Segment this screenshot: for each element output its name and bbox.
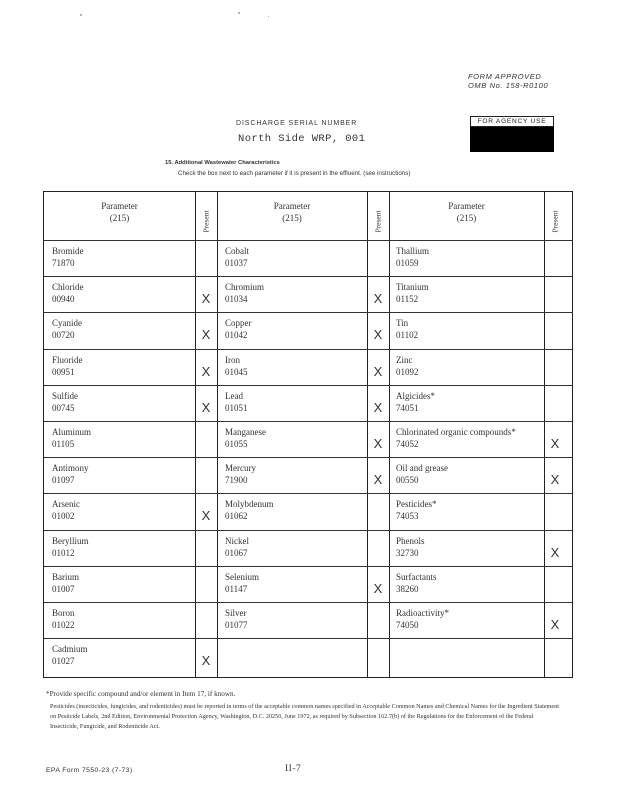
present-checkbox[interactable]: X — [201, 653, 211, 669]
agency-use-box — [470, 116, 554, 150]
parameter-code: 01092 — [396, 366, 419, 377]
parameter-code: 01045 — [225, 366, 248, 377]
parameter-name: Silver — [225, 608, 247, 618]
row-divider — [44, 457, 217, 458]
present-header: Present — [550, 209, 560, 233]
omb-number: OMB No. 158-R0100 — [468, 81, 549, 90]
parameter-code: 01037 — [225, 258, 248, 268]
parameter-name: Pesticides* — [396, 499, 437, 510]
parameter-name: Boron — [52, 608, 75, 618]
parameter-code: 74050 — [396, 620, 419, 630]
row-divider — [44, 602, 217, 603]
parameter-code: 01067 — [225, 547, 248, 558]
form-approved-stamp — [468, 72, 588, 90]
present-checkbox[interactable]: X — [373, 291, 383, 307]
parameter-code: 01077 — [225, 620, 248, 630]
row-divider — [388, 421, 573, 422]
code-header: (215) — [456, 213, 477, 223]
parameter-name: Copper — [225, 318, 252, 329]
agency-use-label: FOR AGENCY USE — [470, 116, 554, 127]
parameter-code: 01105 — [52, 439, 75, 449]
footnote: *Provide specific compound and/or element in Item 17, if known. — [46, 690, 236, 698]
row-divider — [44, 349, 217, 350]
parameter-name: Algicides* — [396, 390, 435, 401]
row-divider — [44, 312, 217, 313]
parameter-code: 01152 — [396, 294, 419, 305]
row-divider — [44, 530, 217, 531]
parameter-code: 74052 — [396, 439, 419, 449]
row-divider — [388, 276, 573, 277]
present-checkbox[interactable]: X — [550, 617, 560, 632]
present-checkbox[interactable]: X — [201, 363, 211, 379]
row-divider — [44, 638, 217, 639]
present-checkbox[interactable]: X — [373, 327, 383, 343]
parameter-name: Nickel — [225, 535, 249, 546]
parameter-code: 01097 — [52, 475, 75, 486]
parameter-name: Chlorinated organic compounds* — [396, 427, 516, 437]
parameter-code: 01012 — [52, 547, 75, 558]
parameter-header: Parameter — [448, 201, 485, 211]
row-divider — [388, 457, 573, 458]
parameter-code: 01027 — [52, 656, 75, 667]
present-checkbox[interactable]: X — [373, 580, 383, 596]
form-approved-text: FORM APPROVED — [468, 72, 542, 81]
parameter-name: Chloride — [52, 282, 84, 293]
present-checkbox[interactable]: X — [550, 436, 560, 451]
present-checkbox[interactable]: X — [373, 436, 383, 451]
row-divider — [217, 566, 389, 567]
present-checkbox[interactable]: X — [201, 291, 211, 307]
present-checkbox[interactable]: X — [550, 544, 560, 560]
scan-speck — [238, 12, 240, 14]
parameter-name: Tin — [396, 318, 409, 329]
parameter-name: Phenols — [396, 535, 425, 546]
parameter-code: 74053 — [396, 511, 419, 522]
present-checkbox[interactable]: X — [373, 472, 383, 488]
present-header: Present — [201, 209, 211, 233]
present-checkbox[interactable]: X — [373, 399, 383, 415]
parameter-code: 71870 — [52, 258, 75, 268]
parameter-code: 00720 — [52, 330, 75, 341]
present-checkbox[interactable]: X — [201, 327, 211, 343]
row-divider — [217, 457, 389, 458]
discharge-serial-value: North Side WRP, 001 — [238, 133, 366, 145]
parameter-name: Selenium — [225, 571, 259, 582]
row-divider — [388, 638, 573, 639]
parameter-code: 74051 — [396, 402, 419, 413]
parameter-header: Parameter — [273, 201, 311, 211]
parameter-name: Thallium — [396, 246, 429, 256]
parameter-name: Oil and grease — [396, 463, 448, 474]
parameter-name: Aluminum — [52, 427, 92, 437]
parameter-name: Iron — [225, 354, 240, 365]
row-divider — [388, 385, 573, 386]
parameter-name: Arsenic — [52, 499, 80, 510]
present-checkbox[interactable]: X — [201, 399, 211, 415]
parameter-name: Mercury — [225, 463, 256, 474]
present-checkbox[interactable]: X — [201, 508, 211, 524]
row-divider — [388, 530, 573, 531]
present-header: Present — [373, 209, 383, 233]
item-15-title: 15. Additional Wastewater Characteristics — [165, 160, 280, 166]
pesticide-note: Pesticides (insecticides, fungicides, and rodenticides) must be reported in terms of the acceptable common names specified in Acceptable Common Names and Chemical Names for the Ingredient Statement on Pesticide Labels, 2nd Edition, Environmental Protection Agency, Washington, D.C. 20250, June 1972, as required by Subsection 162.7(b) of the Regulations for the Enforcement of the Federal Insecticide, Fungicide, and Rodenticide Act. — [50, 703, 559, 730]
row-divider — [217, 638, 389, 639]
parameter-name: Radioactivity* — [396, 608, 449, 618]
parameter-code: 01062 — [225, 511, 248, 522]
row-divider — [388, 602, 573, 603]
parameter-code: 00940 — [52, 294, 75, 305]
wastewater-parameter-table — [43, 191, 573, 678]
parameter-code: 01002 — [52, 511, 75, 522]
parameter-header: Parameter — [101, 201, 138, 211]
scan-speck — [80, 14, 82, 16]
column-3-header — [389, 200, 544, 224]
present-checkbox[interactable]: X — [373, 363, 383, 379]
parameter-name: Surfactants — [396, 571, 437, 582]
parameter-name: Manganese — [225, 427, 266, 437]
parameter-name: Cyanide — [52, 318, 82, 329]
code-header: (215) — [282, 213, 302, 223]
row-divider — [388, 349, 573, 350]
parameter-name: Cobalt — [225, 246, 249, 256]
row-divider — [44, 421, 217, 422]
column-2-header — [217, 200, 367, 224]
page-number: II-7 — [285, 764, 302, 774]
parameter-code: 01007 — [52, 583, 75, 594]
parameter-code: 01042 — [225, 330, 248, 341]
agency-use-redaction — [470, 127, 554, 152]
parameter-name: Fluoride — [52, 354, 83, 365]
row-divider — [217, 493, 389, 494]
parameter-code: 38260 — [396, 583, 419, 594]
row-divider — [217, 312, 389, 313]
item-15-instruction: Check the box next to each parameter if it is present in the effluent. (see instructions) — [178, 170, 411, 177]
parameter-code: 00951 — [52, 366, 75, 377]
row-divider — [217, 530, 389, 531]
parameter-name: Bromide — [52, 246, 84, 256]
parameter-name: Sulfide — [52, 390, 78, 401]
parameter-name: Molybdenum — [225, 499, 274, 510]
parameter-code: 00550 — [396, 475, 419, 486]
row-divider — [388, 312, 573, 313]
row-divider — [217, 421, 389, 422]
parameter-code: 01102 — [396, 330, 419, 341]
parameter-code: 00745 — [52, 402, 75, 413]
parameter-code: 01147 — [225, 583, 248, 594]
row-divider — [388, 493, 573, 494]
row-divider — [44, 493, 217, 494]
row-divider — [44, 385, 217, 386]
discharge-serial-label: DISCHARGE SERIAL NUMBER — [236, 120, 358, 127]
parameter-code: 01059 — [396, 258, 419, 268]
parameter-name: Lead — [225, 390, 243, 401]
row-divider — [217, 349, 389, 350]
code-header: (215) — [109, 213, 130, 223]
parameter-code: 01051 — [225, 402, 248, 413]
parameter-code: 01022 — [52, 620, 75, 630]
row-divider — [217, 276, 389, 277]
column-1-header — [44, 200, 195, 224]
row-divider — [217, 385, 389, 386]
parameter-code: 71900 — [225, 475, 248, 486]
parameter-name: Barium — [52, 571, 79, 582]
parameter-name: Antimony — [52, 463, 89, 474]
parameter-name: Cadmium — [52, 644, 88, 655]
scan-speck — [268, 16, 269, 17]
parameter-name: Zinc — [396, 354, 413, 365]
row-divider — [44, 566, 217, 567]
row-divider — [217, 602, 389, 603]
parameter-code: 32730 — [396, 547, 419, 558]
parameter-name: Titanium — [396, 282, 429, 293]
parameter-name: Chromium — [225, 282, 265, 293]
row-divider — [388, 566, 573, 567]
row-divider — [44, 276, 217, 277]
parameter-code: 01055 — [225, 439, 248, 449]
present-checkbox[interactable]: X — [550, 472, 560, 488]
parameter-name: Beryllium — [52, 535, 89, 546]
parameter-code: 01034 — [225, 294, 248, 305]
form-number: EPA Form 7550-23 (7-73) — [46, 767, 133, 774]
